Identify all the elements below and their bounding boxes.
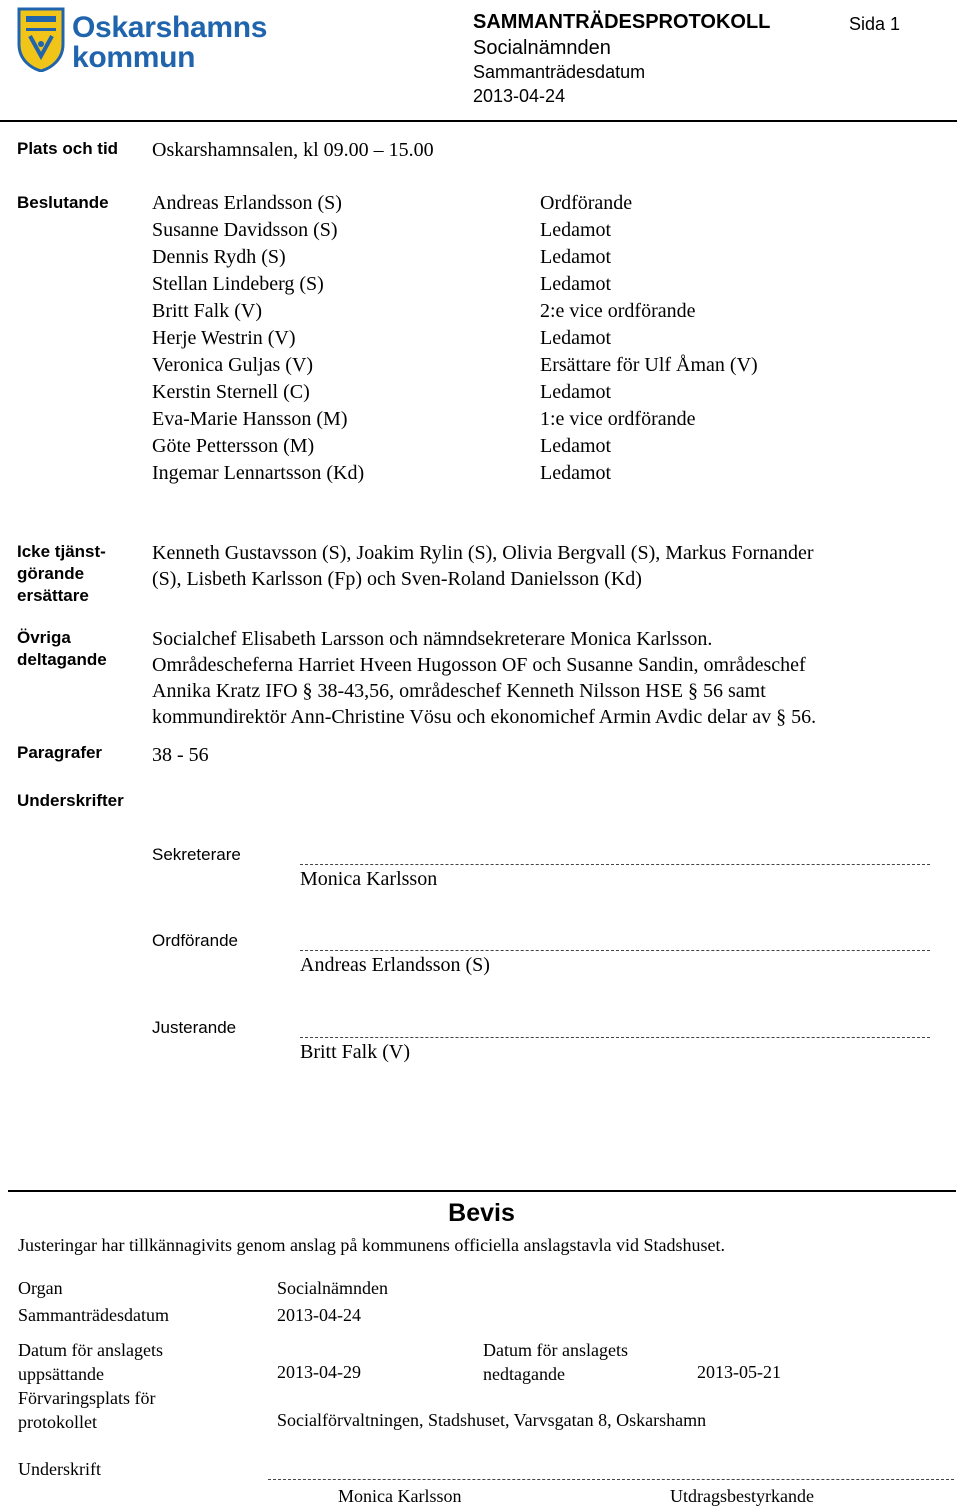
member-name: Susanne Davidsson (S): [152, 219, 338, 241]
substitutes-label-line: Icke tjänst-: [17, 542, 106, 561]
storage-value: Socialförvaltningen, Stadshuset, Varvsgatan 8, Oskarshamn: [277, 1410, 707, 1430]
signatures-label: Underskrifter: [17, 791, 124, 810]
paragraphs-label: Paragrafer: [17, 743, 103, 762]
signature-name: Britt Falk (V): [300, 1041, 410, 1063]
member-name: Britt Falk (V): [152, 300, 262, 322]
member-name: Kerstin Sternell (C): [152, 381, 310, 403]
logo-line-1: Oskarshamns: [72, 11, 268, 44]
posted-label-line: uppsättande: [18, 1364, 104, 1384]
logo-line-2: kommun: [72, 41, 196, 74]
member-name: Veronica Guljas (V): [152, 354, 314, 376]
member-name: Dennis Rydh (S): [152, 246, 286, 268]
substitutes-line: Kenneth Gustavsson (S), Joakim Rylin (S), Olivia Bergvall (S), Markus Fornander: [152, 542, 814, 564]
storage-label-line: protokollet: [18, 1412, 97, 1432]
removed-date-value: 2013-05-21: [697, 1362, 781, 1382]
member-role: 2:e vice ordförande: [540, 300, 696, 322]
substitutes-text: [152, 540, 814, 592]
signature-name: Andreas Erlandsson (S): [300, 954, 490, 976]
others-line: Annika Kratz IFO § 38-43,56, områdeschef Kenneth Nilsson HSE § 56 samt: [152, 680, 766, 702]
member-name-list: [152, 190, 364, 487]
removed-label-line: Datum för anslagets: [483, 1340, 628, 1360]
others-label-line: Övriga: [17, 628, 71, 647]
coat-of-arms-icon: [16, 6, 66, 72]
municipality-logo: [16, 6, 266, 76]
page-number: Sida 1: [849, 14, 901, 34]
paragraphs-value: 38 - 56: [152, 744, 209, 766]
signature-line: [300, 864, 930, 865]
removed-label-line: nedtagande: [483, 1364, 565, 1384]
posted-date-value: 2013-04-29: [277, 1362, 361, 1382]
meeting-date-label: Sammanträdesdatum: [18, 1305, 169, 1325]
certificate-divider: [8, 1190, 956, 1192]
place-label: Plats och tid: [17, 139, 119, 158]
removed-date-label: [483, 1338, 628, 1386]
posted-label-line: Datum för anslagets: [18, 1340, 163, 1360]
substitutes-label-line: ersättare: [17, 586, 89, 605]
substitutes-line: (S), Lisbeth Karlsson (Fp) och Sven-Roland Danielsson (Kd): [152, 568, 642, 590]
member-role-list: [540, 190, 758, 487]
others-line: Socialchef Elisabeth Larsson och nämndsekreterare Monica Karlsson.: [152, 628, 713, 650]
meeting-date-value: 2013-04-24: [277, 1305, 361, 1325]
storage-label-line: Förvaringsplats för: [18, 1388, 156, 1408]
header-committee: Socialnämnden: [473, 37, 611, 59]
member-name: Ingemar Lennartsson (Kd): [152, 462, 365, 484]
member-role: Ledamot: [540, 435, 612, 457]
header-date: 2013-04-24: [473, 86, 566, 106]
signature-role: Justerande: [152, 1018, 237, 1037]
others-label-line: deltagande: [17, 650, 107, 669]
member-role: Ersättare för Ulf Åman (V): [540, 354, 758, 376]
member-role: 1:e vice ordförande: [540, 408, 696, 430]
signature-line: [300, 950, 930, 951]
organ-value: Socialnämnden: [277, 1278, 388, 1298]
certificate-signature-title: Utdragsbestyrkande: [670, 1486, 814, 1506]
certificate-signature-line: [268, 1479, 954, 1480]
others-line: kommundirektör Ann-Christine Vösu och ekonomichef Armin Avdic delar av § 56.: [152, 706, 817, 728]
organ-label: Organ: [18, 1278, 63, 1298]
header-date-label: Sammanträdesdatum: [473, 62, 646, 82]
member-name: Stellan Lindeberg (S): [152, 273, 324, 295]
member-role: Ledamot: [540, 246, 612, 268]
member-role: Ledamot: [540, 462, 612, 484]
certificate-signature-name: Monica Karlsson: [338, 1486, 462, 1506]
member-role: Ledamot: [540, 327, 612, 349]
others-line: Områdescheferna Harriet Hveen Hugosson OF och Susanne Sandin, områdeschef: [152, 654, 806, 676]
header-divider: [0, 120, 957, 122]
place-value: Oskarshamnsalen, kl 09.00 – 15.00: [152, 139, 434, 161]
member-role: Ordförande: [540, 192, 633, 214]
member-role: Ledamot: [540, 381, 612, 403]
certificate-statement: Justeringar har tillkännagivits genom anslag på kommunens officiella anslagstavla vid Stadshuset.: [18, 1235, 726, 1255]
substitutes-label-line: görande: [17, 564, 85, 583]
member-role: Ledamot: [540, 273, 612, 295]
decision-makers-label: Beslutande: [17, 193, 109, 212]
signature-name: Monica Karlsson: [300, 868, 438, 890]
member-name: Andreas Erlandsson (S): [152, 192, 342, 214]
others-text: [152, 626, 816, 730]
signature-role: Ordförande: [152, 931, 238, 950]
document-type: SAMMANTRÄDESPROTOKOLL: [473, 11, 771, 33]
signature-line: [300, 1037, 930, 1038]
signature-role: Sekreterare: [152, 845, 241, 864]
others-label: [17, 627, 107, 671]
member-role: Ledamot: [540, 219, 612, 241]
certificate-title: Bevis: [448, 1199, 515, 1227]
member-name: Herje Westrin (V): [152, 327, 296, 349]
storage-label: [18, 1386, 155, 1434]
substitutes-label: [17, 541, 106, 607]
member-name: Göte Pettersson (M): [152, 435, 315, 457]
posted-date-label: [18, 1338, 163, 1386]
member-name: Eva-Marie Hansson (M): [152, 408, 348, 430]
certificate-signature-label: Underskrift: [18, 1459, 101, 1479]
